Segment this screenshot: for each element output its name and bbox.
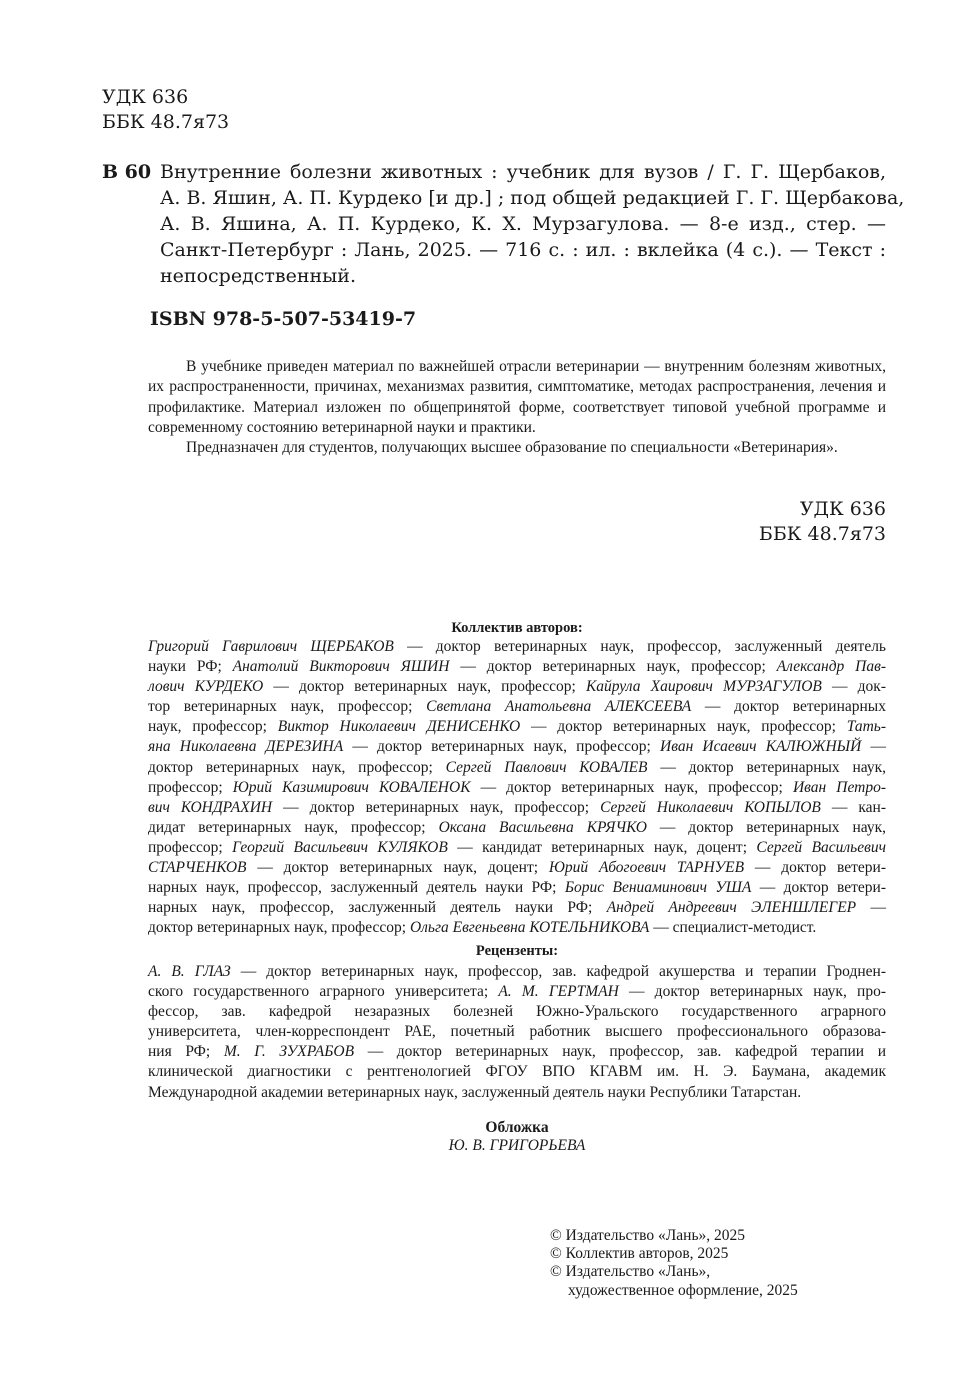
line-text: — специалист-методист. — [649, 919, 817, 937]
authors-line — [148, 697, 886, 717]
person-name: Анатолий Викторович ЯШИН — [232, 658, 450, 676]
line-text: науки РФ; — [148, 658, 233, 676]
bib-line: непосредственный. — [160, 265, 357, 287]
line-text: — доктор ветеринарных наук, профессор; — [449, 658, 777, 676]
person-name: Григорий Гаврилович ЩЕРБАКОВ — [148, 638, 394, 655]
person-name: Светлана Анатольевна АЛЕКСЕЕВА — [426, 698, 692, 716]
person-name: А. М. ГЕРТМАН — [498, 983, 619, 1001]
authors-line — [148, 818, 886, 838]
authors-line — [148, 657, 886, 677]
line-text: — кандидат ветеринарных наук, доцент; — [447, 838, 757, 856]
line-text: тор ветеринарных наук, профессор; — [148, 698, 427, 716]
copyright-line: © Коллектив авторов, 2025 — [550, 1245, 729, 1263]
person-name: М. Г. ЗУХРАБОВ — [223, 1043, 355, 1061]
line-text: ния РФ; — [148, 1043, 224, 1061]
line-text: — док- — [821, 678, 886, 696]
person-name: Сергей Павлович КОВАЛЕВ — [445, 758, 648, 776]
cover-designer: Ю. В. ГРИГОРЬЕВА — [448, 1137, 586, 1154]
line-text: — доктор ветеринарных наук, профессор; — [520, 718, 847, 736]
reviewers-line — [148, 1022, 886, 1042]
line-text: — — [861, 738, 887, 756]
authors-title: Коллектив авторов: — [451, 620, 583, 636]
reviewers-title: Рецензенты: — [475, 943, 559, 959]
line-text: — — [856, 899, 887, 917]
udk-code: УДК 636 — [102, 86, 189, 108]
reviewers-list — [148, 962, 886, 1103]
copyright-block — [550, 1227, 798, 1300]
udk-code: УДК 636 — [799, 498, 886, 520]
line-text: Международной академии ветеринарных наук, заслуженный деятель науки Республики Татарстан. — [148, 1083, 802, 1101]
bbk-code: ББК 48.7я73 — [102, 111, 230, 133]
authors-line — [148, 778, 886, 798]
reviewers-line — [148, 1002, 886, 1022]
authors-line — [148, 737, 886, 757]
line-text: — доктор ветеринарных наук, профессор, зав. кафедрой акушерства и терапии Гроднен- — [230, 963, 887, 980]
line-text: профессор; — [148, 778, 233, 796]
catalog-code: В 60 — [102, 161, 152, 183]
copyright-line: художественное оформление, 2025 — [568, 1281, 798, 1299]
line-text: — доктор ветеринарных наук, профессор; — [470, 778, 793, 796]
line-text: профессор; — [148, 838, 233, 856]
person-name: Иван Исаевич КАЛЮЖНЫЙ — [660, 738, 862, 756]
authors-list — [148, 637, 886, 938]
person-name: вич КОНДРАХИН — [148, 798, 273, 816]
abstract-paragraph: Предназначен для студентов, получающих высшее образование по специальности «Ветеринария». — [186, 439, 838, 457]
line-text: — доктор ветери- — [751, 879, 887, 897]
person-name: лович КУРДЕКО — [148, 678, 264, 696]
line-text: наук, профессор; — [148, 718, 278, 736]
person-name: Виктор Николаевич ДЕНИСЕНКО — [277, 718, 521, 736]
authors-line — [148, 637, 886, 657]
person-name: А. В. ГЛАЗ — [148, 963, 231, 980]
person-name: Георгий Васильевич КУЛЯКОВ — [232, 838, 448, 856]
person-name: Андрей Андреевич ЭЛЕНШЛЕГЕР — [606, 899, 857, 917]
line-text: университета, член-корреспондент РАЕ, почетный работник высшего профессионального образова- — [148, 1023, 886, 1041]
authors-line — [148, 677, 886, 697]
person-name: Сергей Николаевич КОПЫЛОВ — [600, 798, 821, 816]
bib-line: А. В. Яшина, А. П. Курдеко, К. Х. Мурзагулова. — 8-е изд., стер. — — [160, 213, 886, 235]
person-name: Борис Вениаминович УША — [564, 879, 752, 897]
line-text: — доктор ветеринарных наук, — [646, 818, 886, 836]
authors-line — [148, 878, 886, 898]
line-text: ского государственного аграрного университета; — [148, 983, 499, 1001]
person-name: СТАРЧЕНКОВ — [148, 859, 247, 877]
authors-line — [148, 898, 886, 918]
person-name: Александр Пав- — [776, 658, 887, 676]
line-text: — доктор ветеринарных — [691, 698, 886, 716]
line-text: доктор ветеринарных наук, профессор; — [148, 919, 410, 937]
line-text: дидат ветеринарных наук, профессор; — [148, 818, 439, 836]
person-name: Сергей Васильевич — [756, 838, 886, 856]
person-name: Тать- — [846, 718, 886, 736]
udk-bbk-footer — [759, 497, 886, 547]
reviewers-line — [148, 1042, 886, 1062]
line-text: — доктор ветеринарных наук, профессор, зав. кафедрой терапии и — [354, 1043, 886, 1061]
bibliographic-record — [160, 159, 905, 289]
line-text: клинической диагностики с рентгенологией ФГОУ ВПО КГАВМ им. Н. Э. Баумана, академик — [148, 1063, 886, 1081]
line-text: фессор, зав. кафедрой незаразных болезней Южно-Уральского государственного аграрного — [148, 1003, 886, 1021]
line-text: доктор ветеринарных наук, профессор; — [148, 758, 446, 776]
reviewers-line — [148, 1083, 886, 1103]
line-text: нарных наук, профессор, заслуженный деятель науки РФ; — [148, 879, 565, 897]
copyright-line: © Издательство «Лань», 2025 — [550, 1227, 746, 1244]
bbk-code: ББК 48.7я73 — [758, 523, 886, 545]
cover-title: Обложка — [485, 1119, 549, 1136]
line-text: нарных наук, профессор, заслуженный деятель науки РФ; — [148, 899, 607, 917]
line-text: — доктор ветеринарных наук, профессор; — [263, 678, 586, 696]
person-name: Юрий Абогоевич ТАРНУЕВ — [548, 859, 745, 877]
line-text: — доктор ветеринарных наук, профессор; — [343, 738, 660, 756]
person-name: Оксана Васильевна КРЯЧКО — [438, 818, 647, 836]
authors-line — [148, 798, 886, 818]
isbn: ISBN 978-5-507-53419-7 — [150, 308, 417, 330]
authors-line — [148, 717, 886, 737]
line-text: — кан- — [820, 798, 886, 816]
reviewers-line — [148, 1062, 886, 1082]
line-text: — доктор ветери- — [744, 859, 887, 877]
person-name: Ольга Евгеньевна КОТЕЛЬНИКОВА — [409, 919, 650, 937]
abstract-paragraph: В учебнике приведен материал по важнейшей отрасли ветеринарии — внутренним болезням животных, их распространенности, причинах, механизмах развития, симптоматике, методах распространения, лечения и профилактике. Материал изложен по общепринятой форме, соответствует типовой учебной программе и современному состоянию ветеринарной науки и практики. — [148, 358, 886, 436]
authors-line — [148, 918, 886, 938]
authors-line — [148, 858, 886, 878]
abstract — [148, 357, 886, 458]
person-name: Кайрула Хаирович МУРЗАГУЛОВ — [585, 678, 822, 696]
line-text: — доктор ветеринарных наук, про- — [618, 983, 886, 1001]
authors-line — [148, 758, 886, 778]
person-name: Юрий Казимирович КОВАЛЕНОК — [232, 778, 471, 796]
bib-line: Санкт-Петербург : Лань, 2025. — 716 с. : ил. : вклейка (4 с.). — Текст : — [160, 239, 886, 261]
reviewers-line — [148, 962, 886, 982]
udk-bbk-header — [102, 85, 229, 135]
bib-line: Внутренние болезни животных : учебник для вузов / Г. Г. Щербаков, — [160, 161, 886, 183]
line-text: — доктор ветеринарных наук, профессор, заслуженный деятель — [393, 638, 887, 655]
line-text: — доктор ветеринарных наук, — [647, 758, 887, 776]
person-name: яна Николаевна ДЕРЕЗИНА — [148, 738, 344, 756]
reviewers-line — [148, 982, 886, 1002]
copyright-line: © Издательство «Лань», — [550, 1263, 711, 1281]
bib-line: А. В. Яшин, А. П. Курдеко [и др.] ; под общей редакцией Г. Г. Щербакова, — [160, 187, 905, 209]
line-text: — доктор ветеринарных наук, профессор; — [272, 798, 601, 816]
line-text: — доктор ветеринарных наук, доцент; — [246, 859, 549, 877]
person-name: Иван Петро- — [792, 778, 887, 796]
authors-line — [148, 838, 886, 858]
